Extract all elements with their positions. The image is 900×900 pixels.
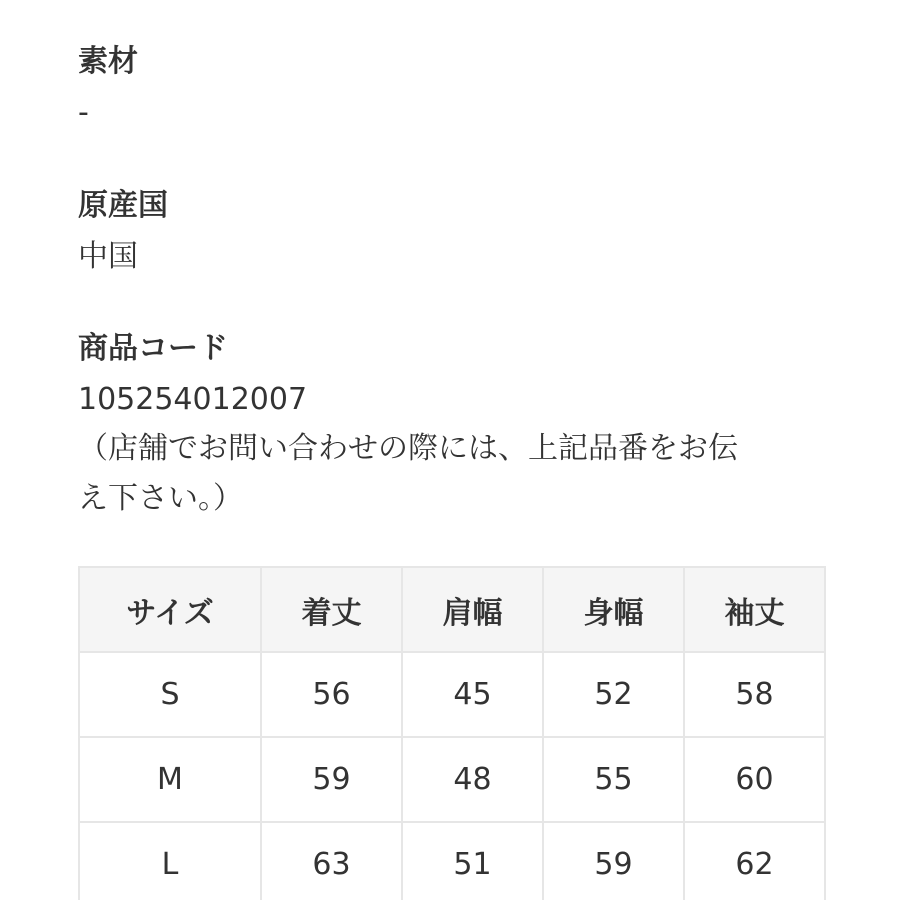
cell-shoulder-width: 51 — [402, 822, 543, 900]
cell-body-width: 59 — [543, 822, 684, 900]
product-code-note-line-2: え下さい。） — [78, 481, 243, 516]
cell-body-width: 52 — [543, 652, 684, 737]
product-code-note-line-1: （店舗でお問い合わせの際には、上記品番をお伝 — [78, 431, 738, 466]
header-sleeve-length: 袖丈 — [684, 567, 825, 652]
table-row — [79, 822, 825, 900]
cell-length: 59 — [261, 737, 402, 822]
cell-size: S — [79, 652, 261, 737]
size-table — [78, 566, 826, 900]
material-heading: 素材 — [78, 44, 138, 79]
header-length: 着丈 — [261, 567, 402, 652]
cell-length: 56 — [261, 652, 402, 737]
cell-sleeve-length: 62 — [684, 822, 825, 900]
size-table-header-row — [79, 567, 825, 652]
cell-shoulder-width: 45 — [402, 652, 543, 737]
origin-value: 中国 — [78, 239, 138, 274]
origin-heading: 原産国 — [78, 188, 168, 223]
cell-shoulder-width: 48 — [402, 737, 543, 822]
product-code-value: 105254012007 — [78, 382, 308, 417]
header-size: サイズ — [79, 567, 261, 652]
cell-sleeve-length: 60 — [684, 737, 825, 822]
cell-length: 63 — [261, 822, 402, 900]
header-body-width: 身幅 — [543, 567, 684, 652]
cell-sleeve-length: 58 — [684, 652, 825, 737]
cell-size: M — [79, 737, 261, 822]
table-row — [79, 737, 825, 822]
cell-size: L — [79, 822, 261, 900]
material-value: - — [78, 95, 89, 130]
header-shoulder-width: 肩幅 — [402, 567, 543, 652]
table-row — [79, 652, 825, 737]
product-code-note — [78, 424, 824, 524]
product-code-heading: 商品コード — [78, 331, 228, 366]
product-details — [78, 0, 824, 900]
cell-body-width: 55 — [543, 737, 684, 822]
